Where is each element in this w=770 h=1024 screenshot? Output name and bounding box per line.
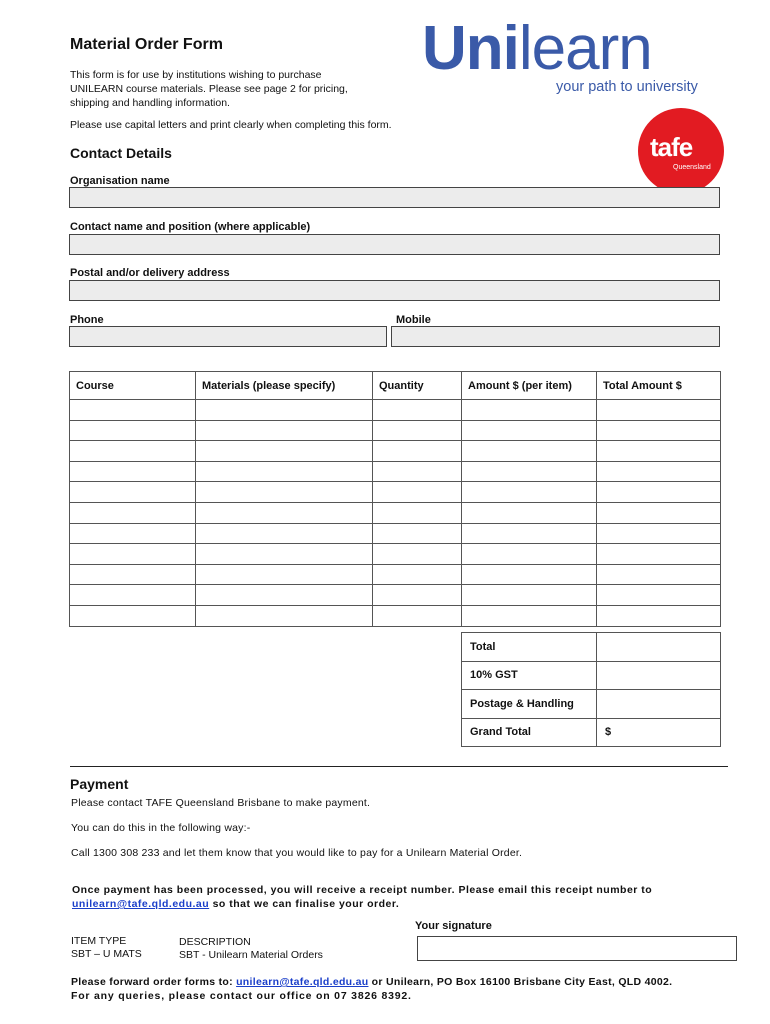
contact-heading: Contact Details bbox=[70, 145, 172, 161]
address-label: Postal and/or delivery address bbox=[70, 267, 230, 279]
table-row bbox=[70, 523, 721, 544]
quantity-cell[interactable] bbox=[373, 564, 462, 585]
organisation-label: Organisation name bbox=[70, 175, 170, 187]
amount-cell[interactable] bbox=[462, 502, 597, 523]
amount-cell[interactable] bbox=[462, 523, 597, 544]
order-table bbox=[69, 371, 721, 627]
phone-label: Phone bbox=[70, 314, 104, 326]
item-type-value: SBT – U MATS bbox=[71, 948, 142, 960]
payment-heading: Payment bbox=[70, 776, 129, 792]
totals-row-postage bbox=[462, 690, 721, 719]
course-cell[interactable] bbox=[70, 544, 196, 565]
intro-line: UNILEARN course materials. Please see page 2 for pricing, bbox=[70, 83, 348, 95]
amount-cell[interactable] bbox=[462, 461, 597, 482]
signature-label: Your signature bbox=[415, 920, 492, 932]
table-row bbox=[70, 585, 721, 606]
total-value-cell[interactable] bbox=[597, 633, 721, 662]
table-row bbox=[70, 441, 721, 462]
quantity-cell[interactable] bbox=[373, 420, 462, 441]
quantity-cell[interactable] bbox=[373, 461, 462, 482]
gst-value-cell[interactable] bbox=[597, 661, 721, 690]
total-cell[interactable] bbox=[597, 544, 721, 565]
table-row bbox=[70, 605, 721, 626]
amount-cell[interactable] bbox=[462, 441, 597, 462]
payment-line-3: Call 1300 308 233 and let them know that you would like to pay for a Unilearn Material Order. bbox=[71, 847, 523, 859]
table-row bbox=[70, 544, 721, 565]
table-row bbox=[70, 420, 721, 441]
course-cell[interactable] bbox=[70, 400, 196, 421]
total-label: Total bbox=[462, 633, 597, 662]
intro-text bbox=[70, 68, 400, 110]
materials-cell[interactable] bbox=[196, 400, 373, 421]
form-title: Material Order Form bbox=[70, 36, 223, 53]
totals-row-grand bbox=[462, 718, 721, 747]
tafe-logo-text: tafe bbox=[650, 132, 693, 162]
quantity-cell[interactable] bbox=[373, 523, 462, 544]
table-row bbox=[70, 400, 721, 421]
course-cell[interactable] bbox=[70, 420, 196, 441]
total-cell[interactable] bbox=[597, 420, 721, 441]
quantity-cell[interactable] bbox=[373, 585, 462, 606]
materials-cell[interactable] bbox=[196, 420, 373, 441]
total-cell[interactable] bbox=[597, 502, 721, 523]
table-row bbox=[70, 461, 721, 482]
materials-cell[interactable] bbox=[196, 544, 373, 565]
course-cell[interactable] bbox=[70, 523, 196, 544]
quantity-cell[interactable] bbox=[373, 400, 462, 421]
quantity-cell[interactable] bbox=[373, 482, 462, 503]
payment-line-2: You can do this in the following way:- bbox=[71, 822, 251, 834]
column-header-total: Total Amount $ bbox=[597, 372, 721, 400]
grand-total-value-cell[interactable]: $ bbox=[597, 718, 721, 747]
forward-instructions bbox=[71, 976, 672, 988]
grand-total-label: Grand Total bbox=[462, 718, 597, 747]
tafe-logo-subtext: Queensland bbox=[673, 164, 711, 171]
instruction-text: Please use capital letters and print clearly when completing this form. bbox=[70, 119, 392, 131]
item-desc-label: DESCRIPTION bbox=[179, 936, 251, 948]
signature-box[interactable] bbox=[417, 936, 737, 961]
column-header-course: Course bbox=[70, 372, 196, 400]
materials-cell[interactable] bbox=[196, 564, 373, 585]
course-cell[interactable] bbox=[70, 482, 196, 503]
logo-word-bold: Uni bbox=[422, 14, 519, 83]
amount-cell[interactable] bbox=[462, 400, 597, 421]
address-field[interactable] bbox=[69, 280, 720, 301]
item-type bbox=[71, 935, 142, 961]
totals-row-total bbox=[462, 633, 721, 662]
postage-label: Postage & Handling bbox=[462, 690, 597, 719]
payment-line-1: Please contact TAFE Queensland Brisbane to make payment. bbox=[71, 797, 371, 809]
total-cell[interactable] bbox=[597, 564, 721, 585]
materials-cell[interactable] bbox=[196, 441, 373, 462]
item-desc-value: SBT - Unilearn Material Orders bbox=[179, 949, 323, 961]
logo-word-thin: learn bbox=[518, 14, 652, 83]
materials-cell[interactable] bbox=[196, 502, 373, 523]
section-divider bbox=[70, 766, 728, 767]
total-cell[interactable] bbox=[597, 482, 721, 503]
amount-cell[interactable] bbox=[462, 605, 597, 626]
course-cell[interactable] bbox=[70, 441, 196, 462]
unilearn-logo bbox=[422, 14, 652, 84]
contact-name-label: Contact name and position (where applicable) bbox=[70, 221, 311, 233]
column-header-quantity: Quantity bbox=[373, 372, 462, 400]
course-cell[interactable] bbox=[70, 585, 196, 606]
gst-label: 10% GST bbox=[462, 661, 597, 690]
total-cell[interactable] bbox=[597, 461, 721, 482]
forward-suffix: or Unilearn, PO Box 16100 Brisbane City East, QLD 4002. bbox=[368, 976, 673, 988]
amount-cell[interactable] bbox=[462, 544, 597, 565]
materials-cell[interactable] bbox=[196, 461, 373, 482]
quantity-cell[interactable] bbox=[373, 544, 462, 565]
table-row bbox=[70, 564, 721, 585]
totals-row-gst bbox=[462, 661, 721, 690]
receipt-line bbox=[72, 897, 712, 911]
materials-cell[interactable] bbox=[196, 605, 373, 626]
total-cell[interactable] bbox=[597, 523, 721, 544]
total-cell[interactable] bbox=[597, 400, 721, 421]
course-cell[interactable] bbox=[70, 461, 196, 482]
receipt-line: Once payment has been processed, you will receive a receipt number. Please email this receipt number to bbox=[72, 884, 653, 896]
logo-tagline: your path to university bbox=[556, 79, 698, 95]
quantity-cell[interactable] bbox=[373, 502, 462, 523]
column-header-materials: Materials (please specify) bbox=[196, 372, 373, 400]
table-row bbox=[70, 482, 721, 503]
item-type-label: ITEM TYPE bbox=[71, 935, 127, 947]
phone-field[interactable] bbox=[69, 326, 387, 347]
total-cell[interactable] bbox=[597, 585, 721, 606]
contact-name-field[interactable] bbox=[69, 234, 720, 255]
item-description bbox=[179, 936, 323, 962]
amount-cell[interactable] bbox=[462, 585, 597, 606]
quantity-cell[interactable] bbox=[373, 441, 462, 462]
order-table-header bbox=[70, 372, 721, 400]
receipt-line-rest: so that we can finalise your order. bbox=[209, 898, 400, 910]
course-cell[interactable] bbox=[70, 605, 196, 626]
organisation-field[interactable] bbox=[69, 187, 720, 208]
totals-table bbox=[461, 632, 721, 747]
total-cell[interactable] bbox=[597, 605, 721, 626]
quantity-cell[interactable] bbox=[373, 605, 462, 626]
course-cell[interactable] bbox=[70, 564, 196, 585]
column-header-amount: Amount $ (per item) bbox=[462, 372, 597, 400]
queries-text: For any queries, please contact our office on 07 3826 8392. bbox=[71, 990, 412, 1002]
intro-line: shipping and handling information. bbox=[70, 97, 230, 109]
total-cell[interactable] bbox=[597, 441, 721, 462]
forward-email-link[interactable]: unilearn@tafe.qld.edu.au bbox=[236, 976, 369, 988]
receipt-instruction bbox=[72, 883, 712, 911]
intro-line: This form is for use by institutions wishing to purchase bbox=[70, 69, 322, 81]
payment-email-link[interactable]: unilearn@tafe.qld.edu.au bbox=[72, 898, 210, 910]
course-cell[interactable] bbox=[70, 502, 196, 523]
materials-cell[interactable] bbox=[196, 523, 373, 544]
materials-cell[interactable] bbox=[196, 482, 373, 503]
amount-cell[interactable] bbox=[462, 482, 597, 503]
amount-cell[interactable] bbox=[462, 564, 597, 585]
forward-prefix: Please forward order forms to: bbox=[71, 976, 237, 988]
amount-cell[interactable] bbox=[462, 420, 597, 441]
mobile-field[interactable] bbox=[391, 326, 720, 347]
table-row bbox=[70, 502, 721, 523]
materials-cell[interactable] bbox=[196, 585, 373, 606]
postage-value-cell[interactable] bbox=[597, 690, 721, 719]
mobile-label: Mobile bbox=[396, 314, 431, 326]
